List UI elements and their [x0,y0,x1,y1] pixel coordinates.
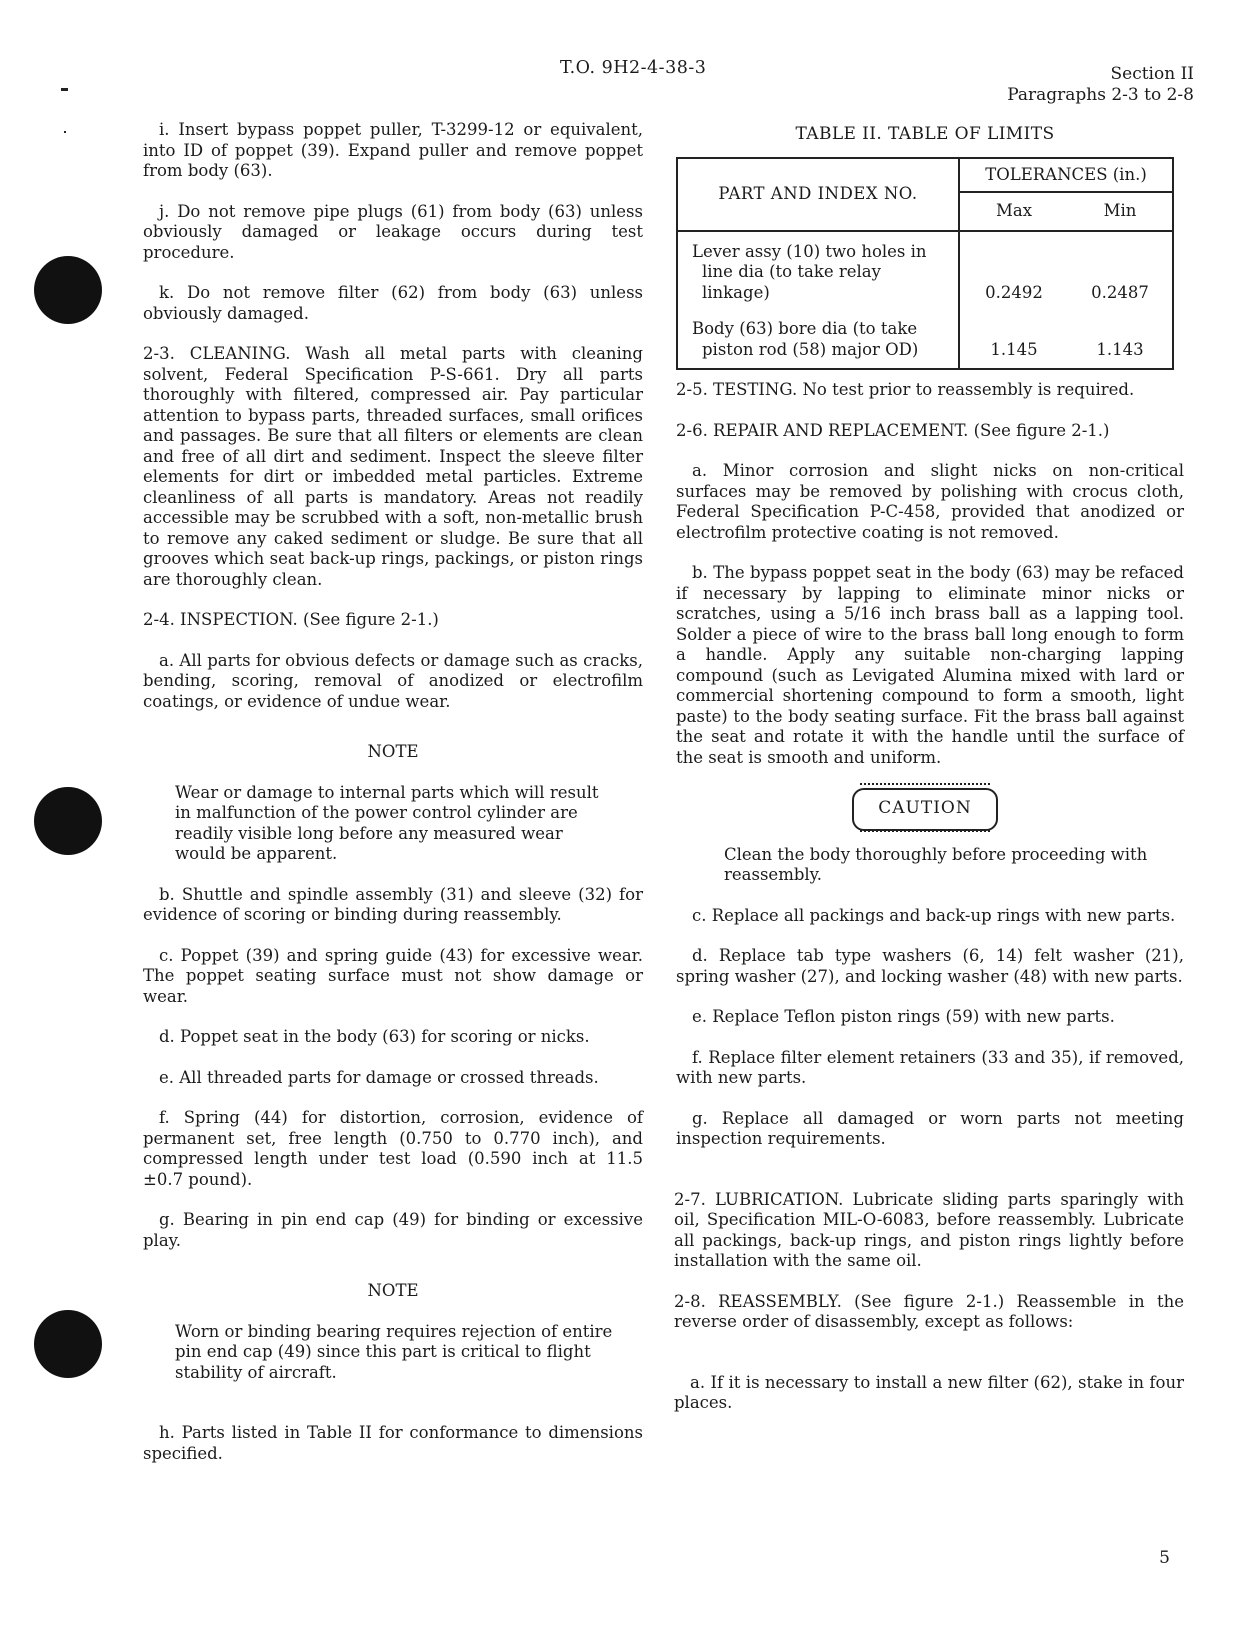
repair-e: e. Replace Teflon piston rings (59) with new parts. [692,1007,1115,1026]
para-2-8-reassembly: 2-8. REASSEMBLY. (See figure 2-1.) Reassemble in the reverse order of disassembly, except as follows: [674,1291,1184,1331]
inspection-h: h. Parts listed in Table II for conformance to dimensions specified. [143,1423,643,1463]
section-header [1007,64,1194,106]
inspection-g: g. Bearing in pin end cap (49) for binding or excessive play. [143,1210,643,1250]
para-2-5-testing: 2-5. TESTING. No test prior to reassembly is required. [676,380,1135,399]
page-number: 5 [1159,1548,1170,1568]
section-label: Section II [1110,64,1194,84]
repair-c: c. Replace all packings and back-up rings with new parts. [692,905,1176,925]
doc-number: T.O. 9H2-4-38-3 [560,58,707,78]
table-header-row [677,158,1173,193]
table-title: TABLE II. TABLE OF LIMITS [795,124,1055,144]
max-header: Max [959,192,1068,231]
table-row [677,231,1173,310]
min-header: Min [1068,192,1173,231]
inspection-f: f. Spring (44) for distortion, corrosion, evidence of permanent set, free length (0.750 to 0.770 inch), and compressed length under test load (0.590 inch at 11.5 ±0.7 pound). [143,1108,643,1189]
table-row [677,309,1173,369]
binder-hole-top [34,256,102,324]
min-cell: 1.143 [1068,309,1173,369]
right-column [674,124,1184,1414]
para-2-3-cleaning: 2-3. CLEANING. Wash all metal parts with cleaning solvent, Federal Specification P-S-661. Dry all parts thoroughly with filtered, compressed air. Pay particular attention to bypass parts, threaded surfaces, small orifices and passages. Be sure that all filters or elements are clean and free of all dirt and sediment. Inspect the sleeve filter elements for dirt or imbedded metal particles. Extreme cleanliness of all parts is mandatory. Areas not readily accessible may be scrubbed with a soft, non-metallic brush to remove any caked sediment or sludge. Be sure that all grooves which seat back-up rings, packings, or piston rings are thoroughly clean. [143,344,643,589]
caution-label: CAUTION [852,788,997,831]
binder-hole-bottom [34,1310,102,1378]
step-k: k. Do not remove filter (62) from body (63) unless obviously damaged. [143,283,643,323]
repair-a: a. Minor corrosion and slight nicks on non-critical surfaces may be removed by polishing with crocus cloth, Federal Specification P-C-458, provided that anodized or electrofilm protective coating is not removed. [676,461,1184,542]
caution-text: Clean the body thoroughly before proceeding with reassembly. [724,844,1148,884]
note-title: NOTE [367,742,419,761]
caution-box [666,788,1184,831]
inspection-b: b. Shuttle and spindle assembly (31) and sleeve (32) for evidence of scoring or binding during reassembly. [143,884,643,924]
max-cell: 0.2492 [959,231,1068,310]
note-text: Worn or binding bearing requires rejection of entire pin end cap (49) since this part is critical to flight stability of aircraft. [175,1321,613,1382]
part-text: Body (63) bore dia (to take [692,319,918,338]
repair-f: f. Replace filter element retainers (33 and 35), if removed, with new parts. [676,1047,1184,1087]
max-cell: 1.145 [959,309,1068,369]
part-cell [677,309,959,369]
repair-b: b. The bypass poppet seat in the body (63) may be refaced if necessary by lapping to eliminate minor nicks or scratches, using a 5/16 inch brass ball as a lapping tool. Solder a piece of wire to the brass ball long enough to form a handle. Apply any suitable non-charging lapping compound (such as Levigated Alumina mixed with lard or commercial shortening compound to form a smooth, light paste) to the body seating surface. Fit the brass ball against the seat and rotate it with the handle until the surface of the seat is smooth and uniform. [676,563,1184,767]
inspection-a: a. All parts for obvious defects or damage such as cracks, bending, scoring, removal of anodized or electrofilm coatings, or evidence of undue wear. [143,650,643,711]
part-cell [677,231,959,310]
note-title: NOTE [367,1281,419,1300]
part-text: piston rod (58) major OD) [702,339,919,359]
limits-table [676,157,1174,371]
inspection-c: c. Poppet (39) and spring guide (43) for excessive wear. The poppet seating surface must not show damage or wear. [143,945,643,1006]
speck-mark [64,131,66,133]
part-text: linkage) [702,282,770,302]
binder-hole-middle [34,787,102,855]
repair-g: g. Replace all damaged or worn parts not meeting inspection requirements. [676,1108,1184,1148]
inspection-e: e. All threaded parts for damage or crossed threads. [159,1067,599,1087]
left-column [143,120,643,1464]
step-i: i. Insert bypass poppet puller, T-3299-12 or equivalent, into ID of poppet (39). Expand puller and remove poppet from body (63). [143,120,643,180]
para-2-7-lubrication: 2-7. LUBRICATION. Lubricate sliding parts sparingly with oil, Specification MIL-O-6083, before reassembly. Lubricate all packings, back-up rings, and piston rings lightly before installation with the same oil. [674,1189,1184,1270]
step-j: j. Do not remove pipe plugs (61) from body (63) unless obviously damaged or leakage occurs during test procedure. [143,201,643,262]
repair-d: d. Replace tab type washers (6, 14) felt washer (21), spring washer (27), and locking washer (48) with new parts. [676,946,1184,986]
min-cell: 0.2487 [1068,231,1173,310]
note-text: Wear or damage to internal parts which will result in malfunction of the power control cylinder are readily visible long before any measured wear would be apparent. [175,782,599,863]
reassembly-a: a. If it is necessary to install a new filter (62), stake in four places. [674,1372,1184,1412]
part-text: line dia (to take relay [702,262,881,281]
paragraphs-label: Paragraphs 2-3 to 2-8 [1007,85,1194,105]
para-2-6-repair: 2-6. REPAIR AND REPLACEMENT. (See figure 2-1.) [676,420,1110,440]
speck-mark [61,88,68,91]
part-text: Lever assy (10) two holes in [692,241,927,261]
para-2-4-inspection: 2-4. INSPECTION. (See figure 2-1.) [143,610,439,629]
part-column-header: PART AND INDEX NO. [677,158,959,231]
tolerance-header: TOLERANCES (in.) [959,158,1173,193]
inspection-d: d. Poppet seat in the body (63) for scoring or nicks. [159,1027,590,1046]
